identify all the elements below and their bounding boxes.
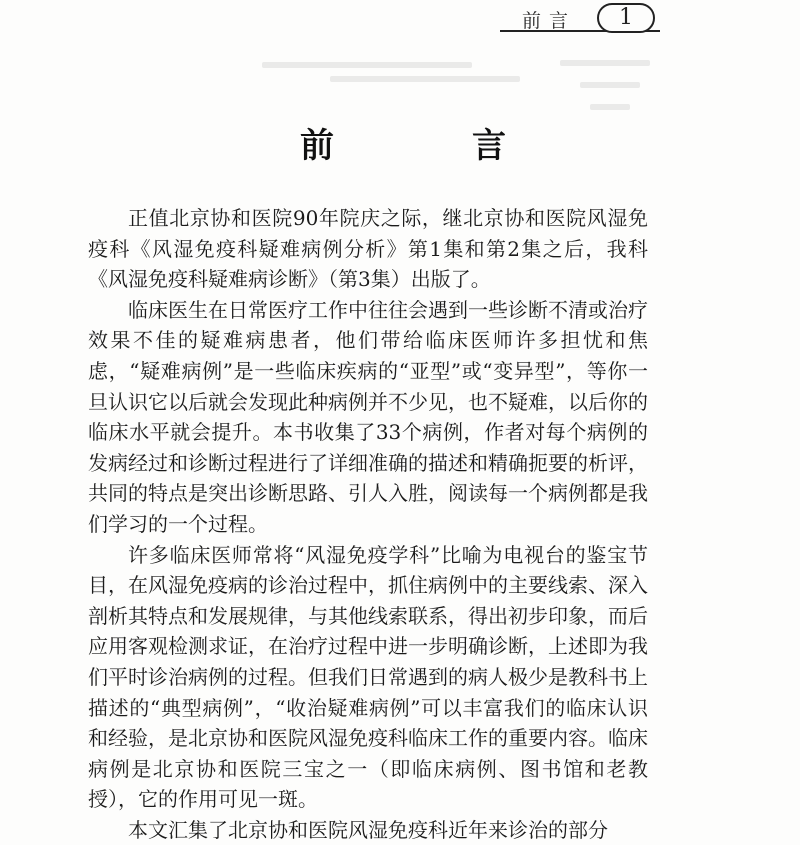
- bleed-mark: [262, 62, 472, 68]
- bleed-mark: [560, 60, 650, 66]
- page-title: 前 言: [300, 126, 558, 166]
- bleed-mark: [590, 104, 630, 110]
- paragraph: 本文汇集了北京协和医院风湿免疫科近年来诊治的部分: [128, 817, 608, 842]
- body-text: [88, 203, 648, 845]
- bleed-mark: [580, 82, 640, 88]
- paragraph: 正值北京协和医院90年院庆之际，继北京协和医院风湿免疫科《风湿免疫科疑难病例分析》第1集和第2集之后，我科《风湿免疫科疑难病诊断》（第3集）出版了。: [88, 206, 648, 292]
- paragraph: 临床医生在日常医疗工作中往往会遇到一些诊断不清或治疗效果不佳的疑难病患者，他们带给临床医师许多担忧和焦虑，“疑难病例”是一些临床疾病的“亚型”或“变异型”，等你一旦认识它以后就会发现此种病例并不少见，也不疑难，以后你的临床水平就会提升。本书收集了33个病例，作者对每个病例的发病经过和诊断过程进行了详细准确的描述和精确扼要的析评，共同的特点是突出诊断思路、引人入胜，阅读每一个病例都是我们学习的一个过程。: [88, 297, 648, 536]
- bleed-mark: [330, 76, 520, 82]
- running-header: [500, 0, 800, 44]
- paragraph: 许多临床医师常将“风湿免疫学科”比喻为电视台的鉴宝节目，在风湿免疫病的诊治过程中，抓住病例中的主要线索、深入剖析其特点和发展规律，与其他线索联系，得出初步印象，而后应用客观检测求证，在治疗过程中进一步明确诊断，上述即为我们平时诊治病例的过程。但我们日常遇到的病人极少是教科书上描述的“典型病例”，“收治疑难病例”可以丰富我们的临床认识和经验，是北京协和医院风湿免疫科临床工作的重要内容。临床病例是北京协和医院三宝之一（即临床病例、图书馆和老教授），它的作用可见一斑。: [88, 542, 648, 812]
- page-number: 1: [619, 5, 633, 30]
- page-number-badge: [597, 3, 655, 33]
- header-section-label: 前言: [522, 10, 577, 32]
